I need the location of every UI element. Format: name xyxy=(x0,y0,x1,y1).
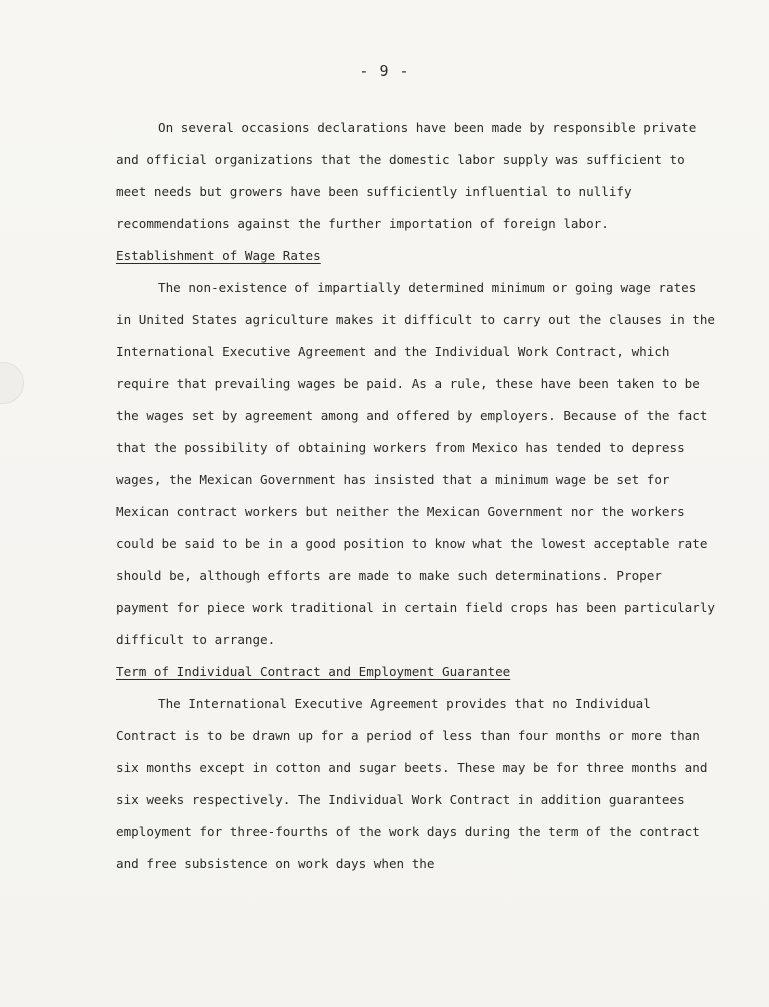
heading-wage-rates: Establishment of Wage Rates xyxy=(116,248,321,263)
heading-contract-term: Term of Individual Contract and Employment Guarantee xyxy=(116,664,511,679)
paragraph-wage-rates: The non-existence of impartially determined minimum or going wage rates in United States agriculture makes it difficult to carry out the clauses in the International Executive Agreement and the Individual Work Contract, which require that prevailing wages be paid. As a rule, these have been taken to be the wages set by agreement among and offered by employers. Because of the fact that the possibility of obtaining workers from Mexico has tended to depress wages, the Mexican Government has insisted that a minimum wage be set for Mexican contract workers but neither the Mexican Government nor the workers could be said to be in a good position to know what the lowest acceptable rate should be, although efforts are made to make such determinations. Proper payment for piece work traditional in certain field crops has been particularly difficult to arrange. xyxy=(116,280,715,647)
page-number: - 9 - xyxy=(359,62,410,80)
punch-hole-mark xyxy=(0,362,24,404)
document-body xyxy=(116,112,716,880)
paragraph-domestic-labor: On several occasions declarations have been made by responsible private and official organizations that the domestic labor supply was sufficient to meet needs but growers have been sufficiently influential to nullify recommendations against the further importation of foreign labor. xyxy=(116,120,697,231)
paragraph-contract-term: The International Executive Agreement provides that no Individual Contract is to be drawn up for a period of less than four months or more than six months except in cotton and sugar beets. These may be for three months and six weeks respectively. The Individual Work Contract in addition guarantees employment for three-fourths of the work days during the term of the contract and free subsistence on work days when the xyxy=(116,696,708,871)
